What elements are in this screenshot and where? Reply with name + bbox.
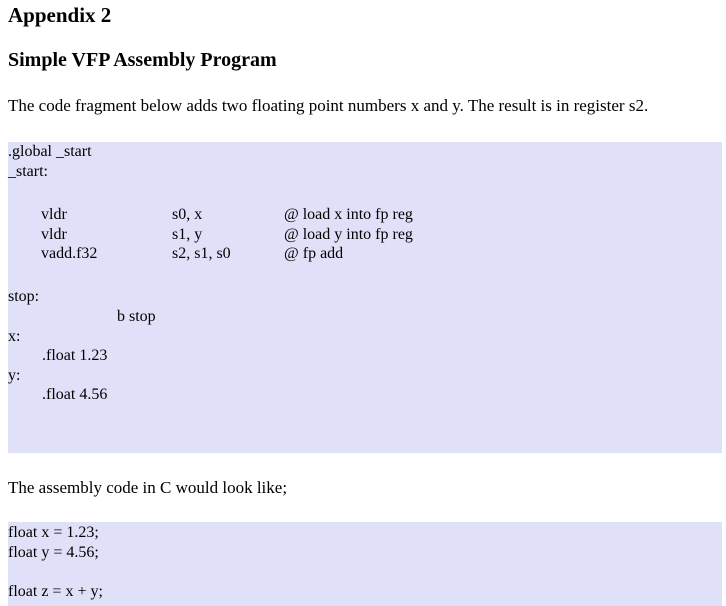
x-value: .float 1.23 <box>42 347 108 364</box>
instruction-args: s2, s1, s0 <box>172 245 231 262</box>
global-directive: .global _start <box>8 143 92 160</box>
x-label: x: <box>8 328 21 345</box>
c-line: float y = 4.56; <box>8 544 99 561</box>
page-title: Appendix 2 <box>8 3 112 27</box>
section-heading: Simple VFP Assembly Program <box>8 49 277 71</box>
instruction-comment: @ load y into fp reg <box>284 226 413 243</box>
intro-paragraph: The code fragment below adds two floating point numbers x and y. The result is in register s2. <box>8 96 649 115</box>
instruction-args: s0, x <box>172 206 203 223</box>
c-line: float z = x + y; <box>8 583 103 600</box>
c-code-block <box>8 522 722 606</box>
instruction-op: vadd.f32 <box>41 245 98 262</box>
start-label: _start: <box>8 163 48 180</box>
instruction-op: vldr <box>41 206 67 223</box>
y-value: .float 4.56 <box>42 386 108 403</box>
stop-instruction: b stop <box>117 308 156 325</box>
assembly-code-block <box>8 142 722 453</box>
instruction-op: vldr <box>41 226 67 243</box>
instruction-args: s1, y <box>172 226 203 243</box>
instruction-comment: @ load x into fp reg <box>284 206 413 223</box>
c-intro-paragraph: The assembly code in C would look like; <box>8 478 288 497</box>
stop-label: stop: <box>8 288 40 305</box>
instruction-comment: @ fp add <box>284 245 344 262</box>
y-label: y: <box>8 367 21 384</box>
c-line: float x = 1.23; <box>8 524 99 541</box>
